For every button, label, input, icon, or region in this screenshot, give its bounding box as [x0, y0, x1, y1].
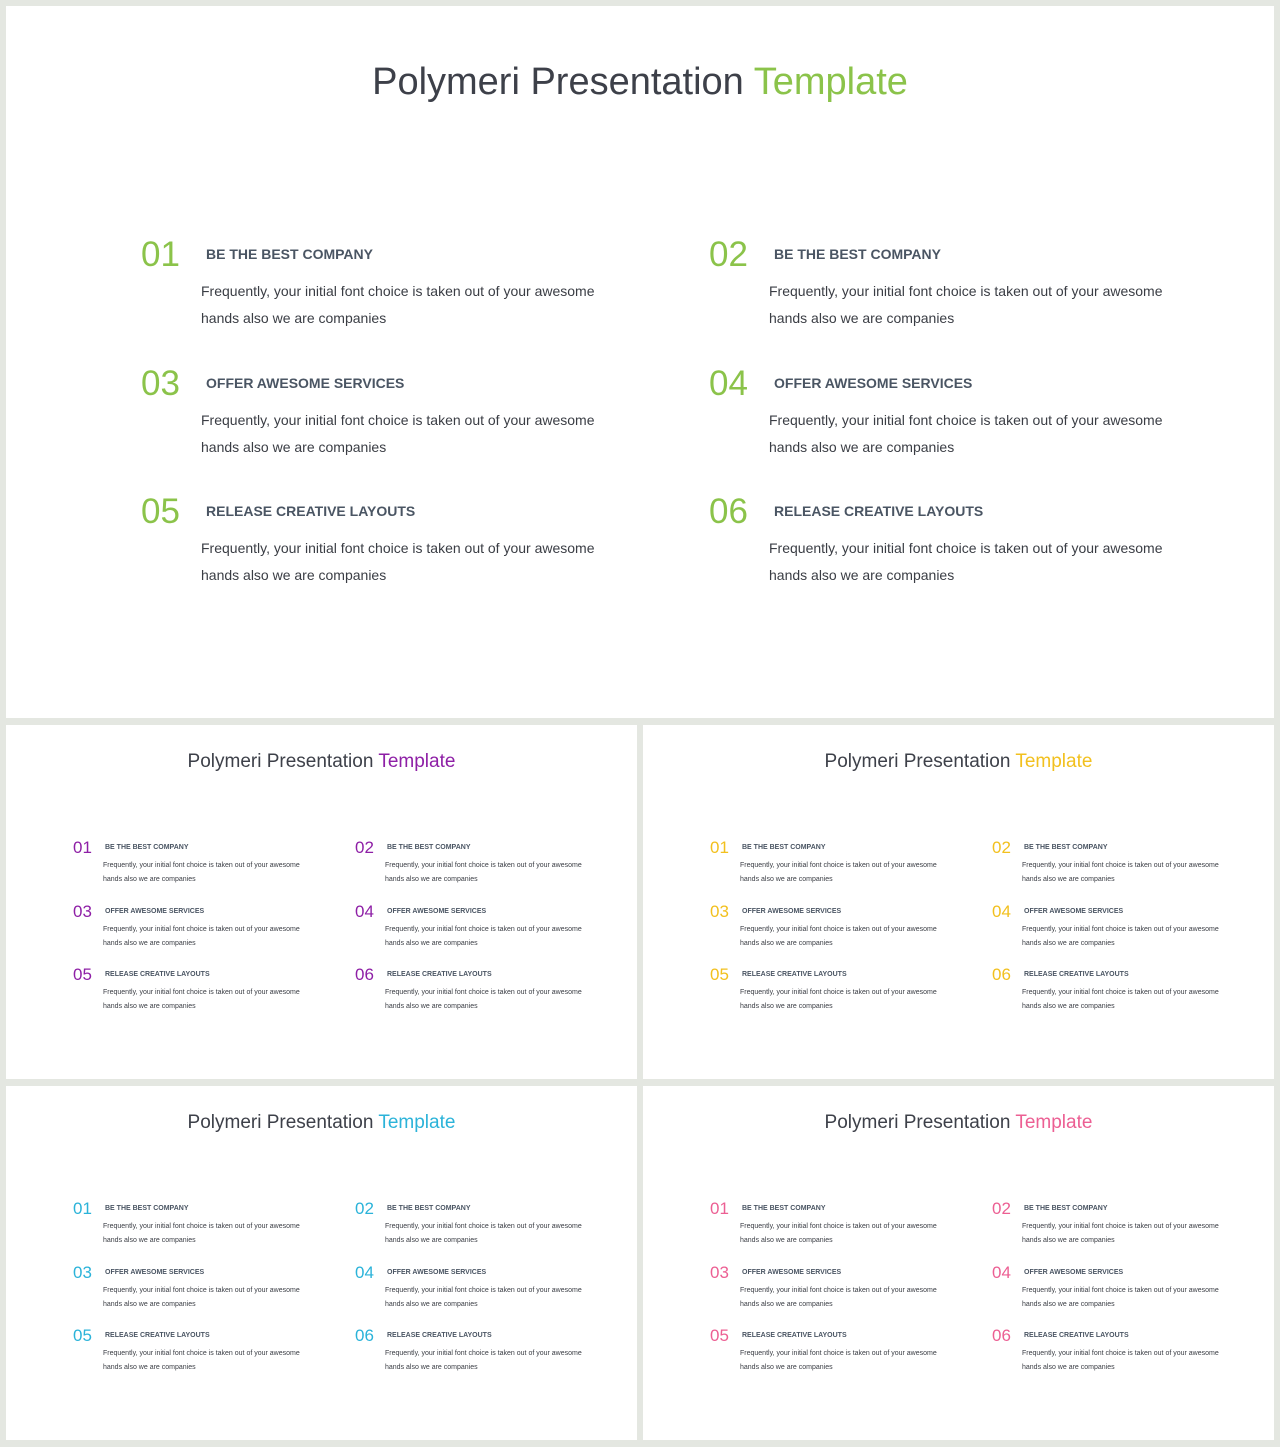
item-number: 06	[992, 965, 1011, 984]
item-heading: BE THE BEST COMPANY	[105, 1205, 189, 1212]
item-heading: RELEASE CREATIVE LAYOUTS	[1024, 1332, 1129, 1339]
title-main-text: Polymeri Presentation	[372, 61, 744, 103]
item-heading: BE THE BEST COMPANY	[774, 246, 941, 262]
feature-item-02	[709, 237, 1209, 347]
item-number: 03	[73, 902, 92, 921]
title-accent-text: Template	[1015, 751, 1093, 772]
item-text: Frequently, your initial font choice is taken out of your awesome hands also we are companies	[740, 926, 937, 947]
item-text: Frequently, your initial font choice is taken out of your awesome hands also we are companies	[103, 926, 300, 947]
item-number: 02	[355, 1199, 374, 1218]
item-heading: RELEASE CREATIVE LAYOUTS	[742, 1332, 847, 1339]
item-text: Frequently, your initial font choice is taken out of your awesome hands also we are companies	[740, 1223, 937, 1244]
feature-item-02	[992, 839, 1242, 894]
slide-title	[6, 751, 637, 773]
item-heading: RELEASE CREATIVE LAYOUTS	[387, 971, 492, 978]
feature-item-06	[355, 1327, 605, 1382]
feature-item-04	[355, 903, 605, 958]
item-heading: BE THE BEST COMPANY	[387, 1205, 471, 1212]
item-number: 04	[992, 1263, 1011, 1282]
feature-item-01	[73, 839, 323, 894]
item-number: 06	[992, 1326, 1011, 1345]
item-text: Frequently, your initial font choice is taken out of your awesome hands also we are companies	[1022, 1223, 1219, 1244]
slide-pink	[643, 1086, 1274, 1440]
item-heading: BE THE BEST COMPANY	[742, 1205, 826, 1212]
item-heading: OFFER AWESOME SERVICES	[1024, 1269, 1124, 1276]
item-number: 05	[141, 492, 180, 531]
item-number: 01	[710, 1199, 729, 1218]
item-heading: OFFER AWESOME SERVICES	[387, 1269, 487, 1276]
slide-yellow	[643, 725, 1274, 1079]
item-number: 02	[709, 235, 748, 274]
item-text: Frequently, your initial font choice is taken out of your awesome hands also we are companies	[1022, 1350, 1219, 1371]
slide-cyan	[6, 1086, 637, 1440]
feature-item-02	[355, 1200, 605, 1255]
item-number: 01	[710, 838, 729, 857]
feature-item-06	[709, 494, 1209, 604]
item-heading: RELEASE CREATIVE LAYOUTS	[105, 1332, 210, 1339]
item-number: 05	[73, 965, 92, 984]
feature-item-01	[73, 1200, 323, 1255]
item-text: Frequently, your initial font choice is taken out of your awesome hands also we are companies	[740, 1287, 937, 1308]
item-heading: BE THE BEST COMPANY	[206, 246, 373, 262]
item-number: 06	[709, 492, 748, 531]
title-main-text: Polymeri Presentation	[824, 1112, 1011, 1133]
feature-item-02	[992, 1200, 1242, 1255]
item-heading: OFFER AWESOME SERVICES	[105, 908, 205, 915]
item-text: Frequently, your initial font choice is taken out of your awesome hands also we are companies	[103, 862, 300, 883]
feature-item-06	[355, 966, 605, 1021]
slide-purple	[6, 725, 637, 1079]
item-number: 04	[709, 364, 748, 403]
item-text: Frequently, your initial font choice is taken out of your awesome hands also we are companies	[385, 926, 582, 947]
item-text: Frequently, your initial font choice is taken out of your awesome hands also we are companies	[740, 989, 937, 1010]
feature-item-04	[355, 1264, 605, 1319]
item-text: Frequently, your initial font choice is taken out of your awesome hands also we are companies	[1022, 1287, 1219, 1308]
slide-title	[643, 751, 1274, 773]
feature-item-04	[709, 366, 1209, 476]
item-text: Frequently, your initial font choice is taken out of your awesome hands also we are companies	[769, 540, 1163, 583]
item-text: Frequently, your initial font choice is taken out of your awesome hands also we are companies	[103, 1350, 300, 1371]
item-heading: RELEASE CREATIVE LAYOUTS	[206, 503, 416, 519]
item-number: 01	[73, 838, 92, 857]
item-heading: RELEASE CREATIVE LAYOUTS	[774, 503, 984, 519]
item-number: 04	[355, 902, 374, 921]
item-heading: OFFER AWESOME SERVICES	[1024, 908, 1124, 915]
item-heading: RELEASE CREATIVE LAYOUTS	[105, 971, 210, 978]
feature-item-06	[992, 966, 1242, 1021]
feature-item-05	[73, 966, 323, 1021]
feature-item-01	[141, 237, 641, 347]
item-number: 03	[141, 364, 180, 403]
feature-item-01	[710, 839, 960, 894]
item-text: Frequently, your initial font choice is taken out of your awesome hands also we are companies	[769, 412, 1163, 455]
item-number: 04	[992, 902, 1011, 921]
item-heading: OFFER AWESOME SERVICES	[742, 1269, 842, 1276]
item-text: Frequently, your initial font choice is taken out of your awesome hands also we are companies	[201, 540, 595, 583]
item-heading: BE THE BEST COMPANY	[742, 844, 826, 851]
slide-title	[643, 1112, 1274, 1134]
item-text: Frequently, your initial font choice is taken out of your awesome hands also we are companies	[201, 412, 595, 455]
title-accent-text: Template	[378, 751, 456, 772]
feature-item-03	[141, 366, 641, 476]
item-text: Frequently, your initial font choice is taken out of your awesome hands also we are companies	[740, 862, 937, 883]
item-heading: RELEASE CREATIVE LAYOUTS	[387, 1332, 492, 1339]
title-accent-text: Template	[1015, 1112, 1093, 1133]
item-text: Frequently, your initial font choice is taken out of your awesome hands also we are companies	[385, 862, 582, 883]
item-number: 01	[73, 1199, 92, 1218]
item-number: 01	[141, 235, 180, 274]
feature-item-05	[710, 966, 960, 1021]
feature-item-05	[73, 1327, 323, 1382]
item-number: 05	[710, 1326, 729, 1345]
item-text: Frequently, your initial font choice is taken out of your awesome hands also we are companies	[769, 283, 1163, 326]
title-main-text: Polymeri Presentation	[187, 1112, 374, 1133]
title-accent-text: Template	[753, 61, 908, 103]
feature-item-04	[992, 903, 1242, 958]
item-text: Frequently, your initial font choice is taken out of your awesome hands also we are companies	[1022, 989, 1219, 1010]
item-text: Frequently, your initial font choice is taken out of your awesome hands also we are companies	[1022, 862, 1219, 883]
item-heading: BE THE BEST COMPANY	[387, 844, 471, 851]
slide-title	[6, 1112, 637, 1134]
item-number: 02	[355, 838, 374, 857]
item-number: 06	[355, 965, 374, 984]
item-heading: BE THE BEST COMPANY	[1024, 844, 1108, 851]
item-text: Frequently, your initial font choice is taken out of your awesome hands also we are companies	[103, 989, 300, 1010]
feature-item-02	[355, 839, 605, 894]
title-accent-text: Template	[378, 1112, 456, 1133]
item-heading: RELEASE CREATIVE LAYOUTS	[1024, 971, 1129, 978]
item-text: Frequently, your initial font choice is taken out of your awesome hands also we are companies	[201, 283, 595, 326]
item-text: Frequently, your initial font choice is taken out of your awesome hands also we are companies	[385, 1287, 582, 1308]
item-heading: OFFER AWESOME SERVICES	[105, 1269, 205, 1276]
slide-main-green	[6, 6, 1274, 718]
title-main-text: Polymeri Presentation	[824, 751, 1011, 772]
item-number: 05	[73, 1326, 92, 1345]
item-text: Frequently, your initial font choice is taken out of your awesome hands also we are companies	[740, 1350, 937, 1371]
item-number: 03	[73, 1263, 92, 1282]
feature-item-03	[73, 903, 323, 958]
slide-title	[6, 61, 1274, 104]
item-heading: OFFER AWESOME SERVICES	[774, 375, 973, 391]
item-heading: BE THE BEST COMPANY	[1024, 1205, 1108, 1212]
item-heading: RELEASE CREATIVE LAYOUTS	[742, 971, 847, 978]
item-number: 05	[710, 965, 729, 984]
item-text: Frequently, your initial font choice is taken out of your awesome hands also we are companies	[1022, 926, 1219, 947]
item-number: 02	[992, 1199, 1011, 1218]
item-number: 03	[710, 1263, 729, 1282]
feature-item-05	[141, 494, 641, 604]
item-number: 02	[992, 838, 1011, 857]
feature-item-04	[992, 1264, 1242, 1319]
feature-item-05	[710, 1327, 960, 1382]
feature-item-03	[710, 1264, 960, 1319]
item-heading: OFFER AWESOME SERVICES	[742, 908, 842, 915]
item-text: Frequently, your initial font choice is taken out of your awesome hands also we are companies	[103, 1287, 300, 1308]
feature-item-06	[992, 1327, 1242, 1382]
feature-item-01	[710, 1200, 960, 1255]
item-text: Frequently, your initial font choice is taken out of your awesome hands also we are companies	[385, 1223, 582, 1244]
item-text: Frequently, your initial font choice is taken out of your awesome hands also we are companies	[103, 1223, 300, 1244]
title-main-text: Polymeri Presentation	[187, 751, 374, 772]
feature-item-03	[710, 903, 960, 958]
item-number: 06	[355, 1326, 374, 1345]
item-heading: OFFER AWESOME SERVICES	[206, 375, 405, 391]
item-number: 03	[710, 902, 729, 921]
item-number: 04	[355, 1263, 374, 1282]
feature-item-03	[73, 1264, 323, 1319]
item-heading: BE THE BEST COMPANY	[105, 844, 189, 851]
item-text: Frequently, your initial font choice is taken out of your awesome hands also we are companies	[385, 989, 582, 1010]
item-heading: OFFER AWESOME SERVICES	[387, 908, 487, 915]
item-text: Frequently, your initial font choice is taken out of your awesome hands also we are companies	[385, 1350, 582, 1371]
